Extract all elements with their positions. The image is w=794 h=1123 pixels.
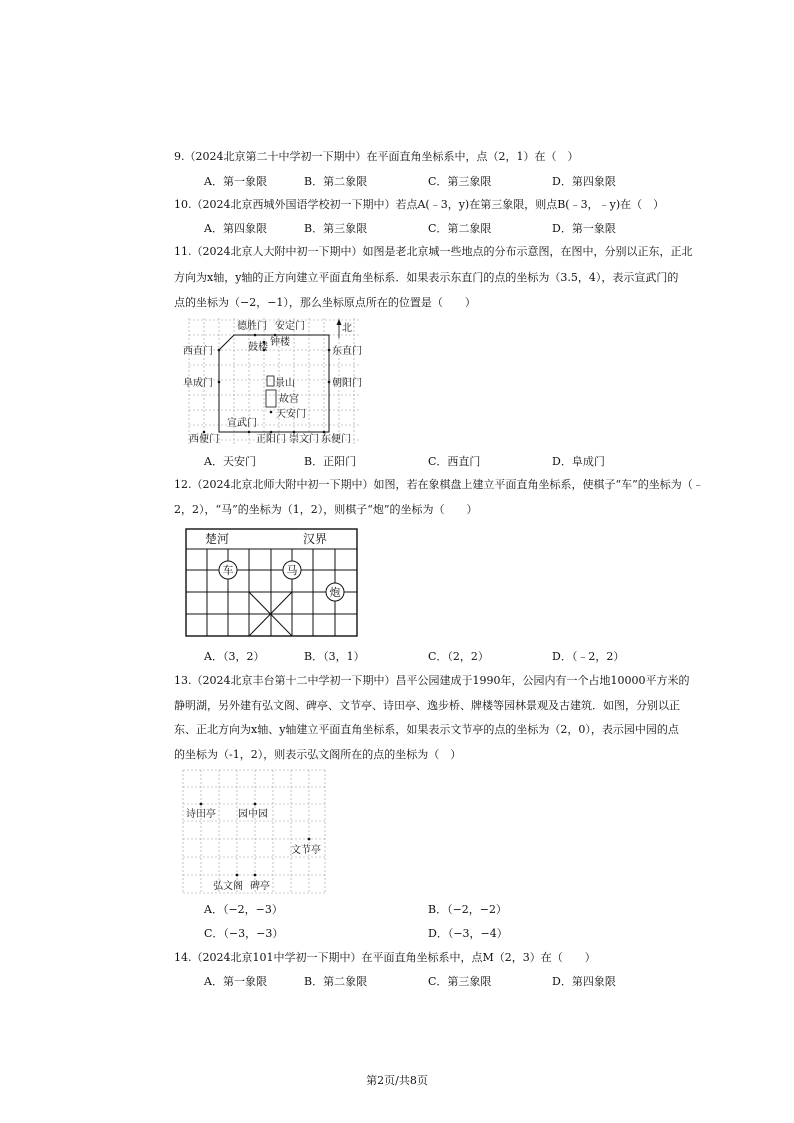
label-zhengyangmen: 正阳门: [256, 434, 286, 445]
piece-pao: [326, 583, 344, 601]
q13-option-a[interactable]: A．（−2，−3）: [204, 903, 283, 916]
q14-option-d[interactable]: D．第四象限: [552, 975, 616, 988]
label-hongwenge: 弘文阁: [213, 881, 243, 892]
q11-option-c[interactable]: C．西直门: [428, 455, 481, 468]
label-dongbianmen: 东便门: [321, 434, 351, 445]
q10-option-d[interactable]: D．第一象限: [552, 222, 616, 235]
q11-stem-line2: 方向为x轴，y轴的正方向建立平面直角坐标系．如果表示东直门的点的坐标为（3.5，4），表示宣武门的: [174, 271, 679, 284]
label-hanjie: 汉界: [303, 532, 328, 546]
q10-option-b[interactable]: B．第三象限: [304, 222, 368, 235]
label-xibianmen: 西便门: [189, 434, 219, 445]
q13-stem-line3: 东、正北方向为x轴、y轴建立平面直角坐标系，如果表示文节亭的点的坐标为（2，0），表示园中园的点: [174, 723, 679, 736]
q10-stem: 10.（2024北京西城外国语学校初一下期中）若点A(﹣3，y)在第三象限，则点B(﹣3，﹣y)在（ ）: [174, 198, 665, 211]
label-deshengmen: 德胜门: [237, 321, 267, 332]
q14-option-a[interactable]: A．第一象限: [204, 975, 267, 988]
q12-option-a[interactable]: A．（3，2）: [204, 650, 265, 663]
q10-option-a[interactable]: A．第四象限: [204, 222, 267, 235]
q14-option-b[interactable]: B．第二象限: [304, 975, 368, 988]
q13-stem-line4: 的坐标为（-1，2），则表示弘文阁所在的点的坐标为（ ）: [174, 748, 462, 761]
chessboard-figure: [185, 528, 360, 640]
page-number: 第2页/共8页: [366, 1074, 428, 1087]
q12-stem-line1: 12.（2024北京北师大附中初一下期中）如图，若在象棋盘上建立平面直角坐标系，使棋子“车”的坐标为（﹣: [174, 478, 704, 491]
q11-stem-line1: 11.（2024北京人大附中初一下期中）如图是老北京城一些地点的分布示意图，在图中，分别以正东，正北: [174, 245, 693, 258]
label-zhonglou: 钟楼: [270, 337, 290, 348]
q12-option-b[interactable]: B．（3，1）: [304, 650, 365, 663]
q9-option-c[interactable]: C．第三象限: [428, 175, 492, 188]
q13-option-b[interactable]: B．（−2，−2）: [428, 903, 508, 916]
q12-stem-line2: 2，2），“马”的坐标为（1，2），则棋子“炮”的坐标为（ ）: [174, 503, 478, 516]
q9-option-a[interactable]: A．第一象限: [204, 175, 267, 188]
piece-che: [219, 561, 237, 579]
q12-option-d[interactable]: D．（﹣2，2）: [552, 650, 625, 663]
q9-stem: 9.（2024北京第二十中学初一下期中）在平面直角坐标系中，点（2，1）在（ ）: [174, 150, 579, 163]
label-wenjieting: 文节亭: [291, 845, 321, 856]
q10-option-c[interactable]: C．第二象限: [428, 222, 492, 235]
q11-stem-line3: 点的坐标为（−2，−1），那么坐标原点所在的位置是（ ）: [174, 296, 476, 309]
q14-option-c[interactable]: C．第三象限: [428, 975, 492, 988]
piece-ma-label: 马: [286, 564, 298, 577]
q13-option-d[interactable]: D．（−3，−4）: [428, 927, 508, 940]
label-dongzhimen: 东直门: [332, 346, 362, 357]
piece-ma: [283, 561, 301, 579]
label-chaoyangmen: 朝阳门: [332, 378, 362, 389]
label-chongwenmen: 崇文门: [289, 434, 319, 445]
label-fuchengmen: 阜成门: [183, 378, 213, 389]
q12-option-c[interactable]: C．（2，2）: [428, 650, 489, 663]
q11-option-b[interactable]: B．正阳门: [304, 455, 357, 468]
label-xuanwumen: 宣武门: [227, 418, 257, 429]
park-map-figure: [182, 769, 327, 895]
piece-pao-label: 炮: [329, 586, 341, 599]
label-gugong: 故宫: [279, 394, 299, 405]
piece-che-label: 车: [222, 564, 234, 577]
label-shitianting: 诗田亭: [186, 809, 216, 820]
label-chuhe: 楚河: [205, 532, 230, 546]
label-yuanzhongyuan: 园中园: [238, 809, 268, 820]
q13-option-c[interactable]: C．（−3，−3）: [204, 927, 284, 940]
gugong-marker: [266, 390, 276, 407]
label-xizhimen: 西直门: [183, 346, 213, 357]
label-beiting: 碑亭: [250, 881, 270, 892]
beijing-map-figure: [183, 316, 363, 446]
q11-option-a[interactable]: A．天安门: [204, 455, 256, 468]
q14-stem: 14.（2024北京101中学初一下期中）在平面直角坐标系中，点M（2，3）在（ ）: [174, 951, 596, 964]
q13-stem-line1: 13.（2024北京丰台第十二中学初一下期中）昌平公园建成于1990年，公园内有一个占地10000平方米的: [174, 674, 690, 687]
q11-option-d[interactable]: D．阜成门: [552, 455, 605, 468]
label-jingshan: 景山: [275, 378, 295, 389]
label-north: 北: [342, 323, 352, 334]
q13-stem-line2: 静明湖，另外建有弘文阁、碑亭、文节亭、诗田亭、逸步桥、牌楼等园林景观及古建筑．如图，分别以正: [174, 699, 680, 712]
q9-option-d[interactable]: D．第四象限: [552, 175, 616, 188]
label-tiananmen: 天安门: [276, 409, 306, 420]
q9-option-b[interactable]: B．第二象限: [304, 175, 368, 188]
jingshan-marker: [267, 376, 274, 386]
label-andingmen: 安定门: [275, 321, 305, 332]
label-gulou: 鼓楼: [248, 342, 268, 353]
